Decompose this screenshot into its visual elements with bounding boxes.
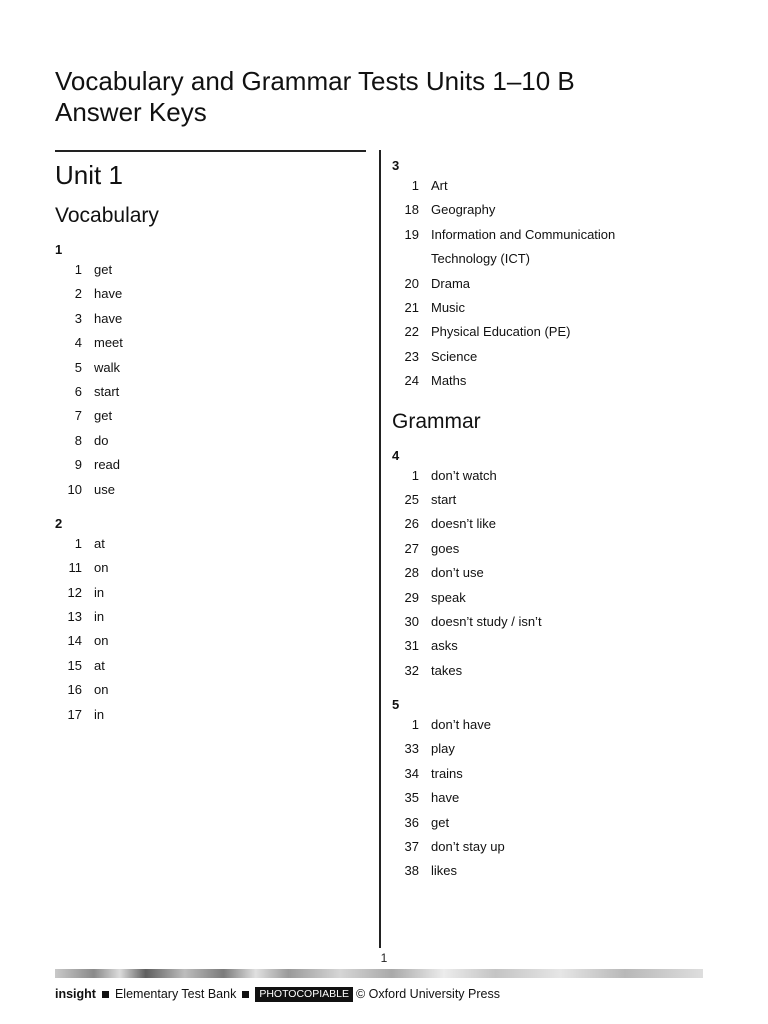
- page-title-line-1: Vocabulary and Grammar Tests Units 1–10 B: [55, 66, 575, 96]
- answer-number: 9: [74, 457, 82, 473]
- answer-row: [392, 537, 722, 561]
- answer-number: 7: [74, 408, 82, 424]
- answer-row: [392, 174, 722, 198]
- exercise-3: [392, 158, 722, 394]
- answer-row: [55, 404, 355, 428]
- answer-text: takes: [431, 662, 463, 678]
- answer-row: [392, 345, 722, 369]
- answer-row: [392, 713, 722, 737]
- answer-row: [55, 282, 355, 306]
- answer-number: 22: [404, 324, 419, 340]
- answer-row: [55, 629, 355, 653]
- answer-text: Music: [431, 299, 465, 315]
- answer-number: 1: [411, 178, 419, 193]
- exercise-5: [392, 697, 722, 884]
- answer-text: do: [94, 432, 109, 448]
- exercise-number: 2: [55, 515, 63, 531]
- right-column: [392, 158, 722, 898]
- answer-row: [392, 835, 722, 859]
- answer-text: doesn’t like: [431, 516, 497, 532]
- exercise-1: [55, 242, 355, 502]
- answer-text: Drama: [431, 275, 471, 291]
- footer-copyright: © Oxford University Press: [356, 987, 500, 1001]
- footer-image-band: [55, 969, 703, 978]
- exercise-4: [392, 448, 722, 684]
- answer-row: [392, 512, 722, 536]
- answer-row: [55, 605, 355, 629]
- answer-text: get: [94, 262, 113, 277]
- answer-number: 32: [404, 662, 419, 678]
- answer-text: in: [94, 584, 105, 600]
- answer-row: [392, 659, 722, 683]
- answer-number: 15: [67, 657, 82, 673]
- answer-number: 24: [404, 373, 419, 389]
- answer-row: [392, 464, 722, 488]
- answer-text: start: [94, 383, 120, 399]
- answer-row: [392, 272, 722, 296]
- answer-text: have: [431, 790, 460, 806]
- answer-row: [55, 453, 355, 477]
- answer-number: 13: [67, 609, 82, 625]
- answer-number: 6: [74, 383, 82, 399]
- answer-row: [392, 320, 722, 344]
- answer-number: 36: [404, 814, 419, 830]
- left-column: [55, 158, 355, 741]
- answer-number: 19: [404, 226, 419, 242]
- answer-text: at: [94, 657, 105, 673]
- column-divider: [379, 150, 381, 948]
- answer-text: use: [94, 481, 115, 497]
- answer-text: walk: [94, 359, 121, 375]
- square-bullet-icon: [242, 991, 249, 998]
- exercise-number: 3: [392, 158, 400, 173]
- answer-text: in: [94, 706, 105, 722]
- page-title-line-2: Answer Keys: [55, 97, 207, 127]
- answer-number: 12: [67, 584, 82, 600]
- answer-row: [392, 811, 722, 835]
- answer-text: Physical Education (PE): [431, 324, 571, 340]
- answer-text: have: [94, 286, 123, 302]
- answer-number: 21: [404, 299, 419, 315]
- square-bullet-icon: [102, 991, 109, 998]
- answer-row: [392, 561, 722, 585]
- section-title-grammar: Grammar: [392, 409, 481, 433]
- unit-title: Unit 1: [55, 160, 123, 190]
- answer-text: on: [94, 633, 109, 649]
- answer-row: [392, 762, 722, 786]
- answer-text: in: [94, 609, 105, 625]
- answer-row: [392, 610, 722, 634]
- answer-number: 5: [74, 359, 82, 375]
- exercise-number: 1: [55, 242, 63, 257]
- answer-number: 10: [67, 481, 82, 497]
- answer-text: speak: [431, 589, 466, 605]
- answer-row: [392, 369, 722, 393]
- answer-text: start: [431, 491, 457, 507]
- answer-row: [392, 859, 722, 883]
- exercise-number: 4: [392, 447, 400, 463]
- answer-row: [392, 198, 722, 222]
- answer-row: [55, 532, 355, 556]
- answer-row: [55, 429, 355, 453]
- answer-row: [55, 678, 355, 702]
- answer-text: goes: [431, 540, 460, 556]
- answer-number: 11: [68, 560, 82, 576]
- answer-row: [55, 258, 355, 282]
- answer-number: 8: [74, 432, 82, 448]
- answer-row: [392, 223, 722, 272]
- page-number: 1: [380, 951, 388, 965]
- answer-text: Information and Communication Technology (ICT): [431, 226, 616, 267]
- answer-number: 14: [67, 633, 82, 649]
- answer-text: don’t stay up: [431, 839, 505, 855]
- answer-number: 37: [404, 839, 419, 855]
- answer-number: 30: [404, 613, 419, 629]
- answer-row: [392, 786, 722, 810]
- answer-text: on: [94, 682, 109, 698]
- answer-text: meet: [94, 335, 123, 351]
- answer-text: don’t watch: [431, 467, 497, 483]
- answer-number: 1: [411, 467, 419, 483]
- answer-number: 17: [67, 706, 82, 722]
- answer-number: 29: [404, 589, 419, 605]
- answer-number: 2: [74, 286, 82, 302]
- exercise-2: [55, 516, 355, 727]
- answer-text: play: [431, 741, 455, 757]
- answer-text: get: [431, 814, 450, 830]
- answer-number: 38: [404, 863, 419, 879]
- answer-row: [392, 737, 722, 761]
- answer-row: [55, 581, 355, 605]
- exercise-number: 5: [392, 697, 400, 713]
- answer-number: 20: [404, 275, 419, 291]
- answer-row: [392, 488, 722, 512]
- answer-text: doesn’t study / isn’t: [431, 613, 542, 629]
- footer-product: Elementary Test Bank: [114, 987, 237, 1001]
- answer-text: at: [94, 535, 105, 551]
- answer-number: 26: [404, 516, 419, 532]
- answer-text: get: [94, 408, 113, 424]
- answer-row: [392, 296, 722, 320]
- answer-text: Geography: [431, 202, 496, 218]
- answer-number: 18: [404, 202, 419, 218]
- answer-text: Art: [431, 178, 448, 193]
- answer-number: 1: [411, 717, 419, 733]
- footer-brand: insight: [55, 987, 96, 1001]
- answer-number: 27: [404, 540, 419, 556]
- answer-row: [392, 634, 722, 658]
- answer-number: 31: [404, 638, 419, 654]
- answer-text: trains: [431, 765, 463, 781]
- answer-number: 33: [404, 741, 419, 757]
- answer-number: 16: [67, 682, 82, 698]
- answer-row: [55, 380, 355, 404]
- answer-text: Maths: [431, 373, 467, 389]
- answer-text: asks: [431, 638, 458, 654]
- answer-text: Science: [431, 348, 478, 364]
- answer-row: [55, 654, 355, 678]
- answer-number: 35: [404, 790, 419, 806]
- answer-number: 3: [74, 310, 82, 326]
- answer-number: 1: [74, 262, 82, 277]
- answer-number: 25: [404, 491, 419, 507]
- answer-number: 1: [74, 535, 82, 551]
- answer-row: [55, 703, 355, 727]
- answer-text: don’t have: [431, 717, 491, 733]
- answer-row: [55, 356, 355, 380]
- header-rule: [55, 150, 366, 152]
- answer-text: have: [94, 310, 123, 326]
- answer-text: on: [94, 560, 109, 576]
- section-title-vocabulary: Vocabulary: [55, 204, 159, 227]
- answer-row: [55, 478, 355, 502]
- answer-number: 34: [404, 765, 419, 781]
- page-title: [55, 66, 575, 128]
- footer: [55, 985, 500, 1003]
- answer-text: read: [94, 457, 121, 473]
- photocopiable-badge: PHOTOCOPIABLE: [255, 987, 353, 1002]
- answer-row: [392, 586, 722, 610]
- answer-text: don’t use: [431, 565, 484, 581]
- answer-number: 28: [404, 565, 419, 581]
- answer-row: [55, 331, 355, 355]
- answer-text: likes: [431, 863, 458, 879]
- answer-number: 4: [74, 335, 82, 351]
- answer-row: [55, 556, 355, 580]
- answer-row: [55, 307, 355, 331]
- answer-number: 23: [404, 348, 419, 364]
